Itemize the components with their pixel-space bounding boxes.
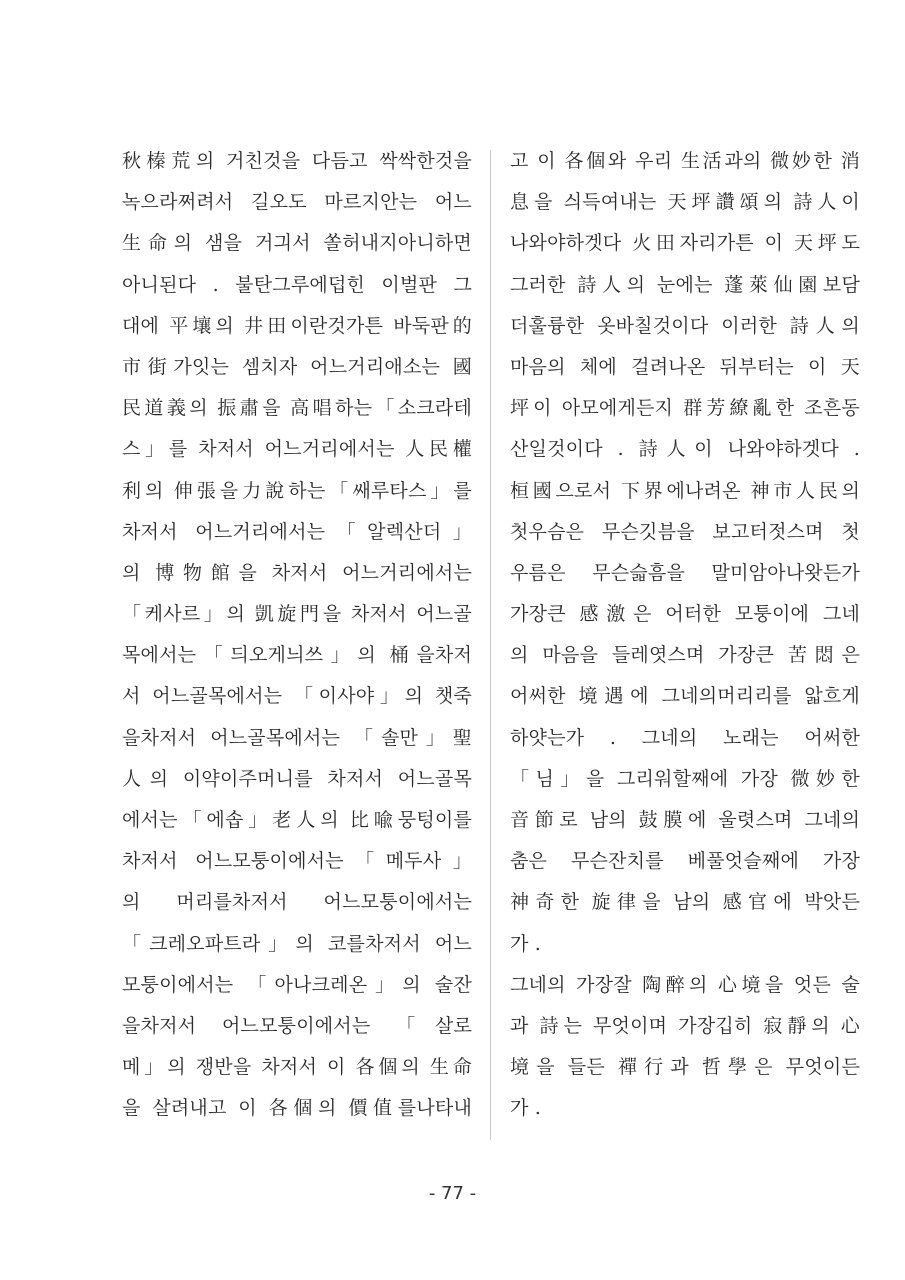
text-line: 차저서 어느모퉁이에서는「메두사」 bbox=[122, 850, 472, 873]
text-line: 을차저서 어느모퉁이에서는 「살로 bbox=[122, 1014, 472, 1037]
text-line: 「케사르」의 凱旋門을 차저서 어느골 bbox=[122, 603, 472, 626]
text-line: 生命의 샘을 거긔서 쏠허내지아니하면 bbox=[122, 232, 472, 255]
text-line: 서 어느골목에서는 「이사야」의 챗죽 bbox=[122, 685, 472, 708]
text-line: 가 . bbox=[510, 932, 542, 955]
page-number: - 77 - bbox=[428, 1183, 477, 1204]
text-line: 市街가잇는 셈치자 어느거리애소는 國 bbox=[122, 355, 472, 378]
text-line: 첫우슴은 무슨깃븜을 보고터젓스며 첫 bbox=[510, 520, 860, 543]
text-line: 과 詩는 무엇이며 가장깁히 寂靜의 心 bbox=[510, 1014, 860, 1037]
text-line: 산일것이다 . 詩人이 나와야하겟다 . bbox=[510, 438, 860, 461]
text-line: 녹으라쩌려서 길오도 마르지안는 어느 bbox=[122, 191, 472, 214]
text-line: 아니된다 . 불탄그루에덥힌 이벌판 그 bbox=[122, 273, 472, 296]
text-line: 스」를 차저서 어느거리에서는 人民權 bbox=[122, 438, 472, 461]
text-line: 秋榛荒의 거친것을 다듬고 싹싹한것을 bbox=[122, 150, 472, 172]
text-line: 音節로 남의 鼓膜에 울렷스며 그네의 bbox=[510, 809, 860, 831]
text-line: 그러한 詩人의 눈에는 蓬萊仙園보담 bbox=[510, 273, 860, 296]
text-line: 의 博物館을 차저서 어느거리에서는 bbox=[122, 561, 472, 584]
text-line: 의 머리를차저서 어느모퉁이에서는 bbox=[122, 891, 472, 914]
text-line: 대에 平壤의 井田이란것가튼 바둑판的 bbox=[122, 314, 472, 337]
text-line: 利의 伸張을力說하는「쌔루타스」를 bbox=[122, 479, 472, 502]
text-line: 나와야하겟다 火田자리가튼 이 天坪도 bbox=[510, 232, 860, 255]
column-divider bbox=[490, 150, 491, 1140]
text-line: 「크레오파트라」의 코를차저서 어느 bbox=[122, 932, 472, 955]
text-line: 의 마음을 들레엿스며 가장큰 苦悶은 bbox=[510, 644, 860, 667]
right-text-column bbox=[510, 143, 860, 1132]
text-line: 그네의 가장잘 陶醉의 心境을 엇든 술 bbox=[510, 973, 860, 996]
text-line: 坪이 아모에게든지 群芳繚亂한 조흔동 bbox=[510, 397, 860, 420]
text-line: 을차저서 어느골목에서는 「솔만」聖 bbox=[122, 726, 472, 749]
text-line: 춤은 무슨잔치를 베풀엇슬째에 가장 bbox=[510, 850, 860, 873]
text-line: 모퉁이에서는 「아나크레온」의 술잔 bbox=[122, 973, 472, 996]
text-line: 에서는「에솝」老人의 比喩뭉텅이를 bbox=[122, 809, 472, 831]
text-line: 을 살려내고 이 各個의 價值를나타내 bbox=[122, 1097, 472, 1120]
text-line: 목에서는「듸오게늬쓰」의 桶을차저 bbox=[122, 644, 472, 667]
text-line: 息을 싀득여내는 天坪讚頌의 詩人이 bbox=[510, 191, 860, 214]
text-line: 메」의 쟁반을 차저서 이 各個의 生命 bbox=[122, 1056, 472, 1079]
text-line: 境을 들든 禪行과 哲學은 무엇이든 bbox=[510, 1056, 860, 1079]
text-line: 民道義의 振肅을 高唱하는「소크라테 bbox=[122, 397, 472, 420]
text-line: 더훌륭한 옷바칠것이다 이러한 詩人의 bbox=[510, 314, 860, 337]
text-line: 고 이 各個와 우리 生活과의 微妙한 消 bbox=[510, 150, 860, 172]
text-line: 人의 이약이주머니를 차저서 어느골목 bbox=[122, 767, 472, 790]
text-line: 가 . bbox=[510, 1097, 542, 1120]
text-line: 가장큰 感激은 어터한 모퉁이에 그네 bbox=[510, 603, 860, 626]
text-line: 어써한 境遇에 그네의머리리를 앏흐게 bbox=[510, 685, 860, 708]
text-line: 하얏는가 . 그네의 노래는 어써한 bbox=[510, 726, 860, 749]
text-line: 神奇한 旋律을 남의 感官에 박앗든 bbox=[510, 891, 860, 914]
left-text-column bbox=[122, 143, 472, 1132]
text-line: 마음의 체에 걸려나온 뒤부터는 이 天 bbox=[510, 355, 860, 378]
text-line: 차저서 어느거리에서는「알렉산더」 bbox=[122, 520, 472, 543]
text-line: 「님」을 그리워할째에 가장 微妙한 bbox=[510, 767, 860, 790]
text-line: 우름은 무슨슯흠을 말미암아나왓든가 bbox=[510, 561, 860, 584]
text-line: 桓國으로서 下界에나려온 神市人民의 bbox=[510, 479, 860, 502]
